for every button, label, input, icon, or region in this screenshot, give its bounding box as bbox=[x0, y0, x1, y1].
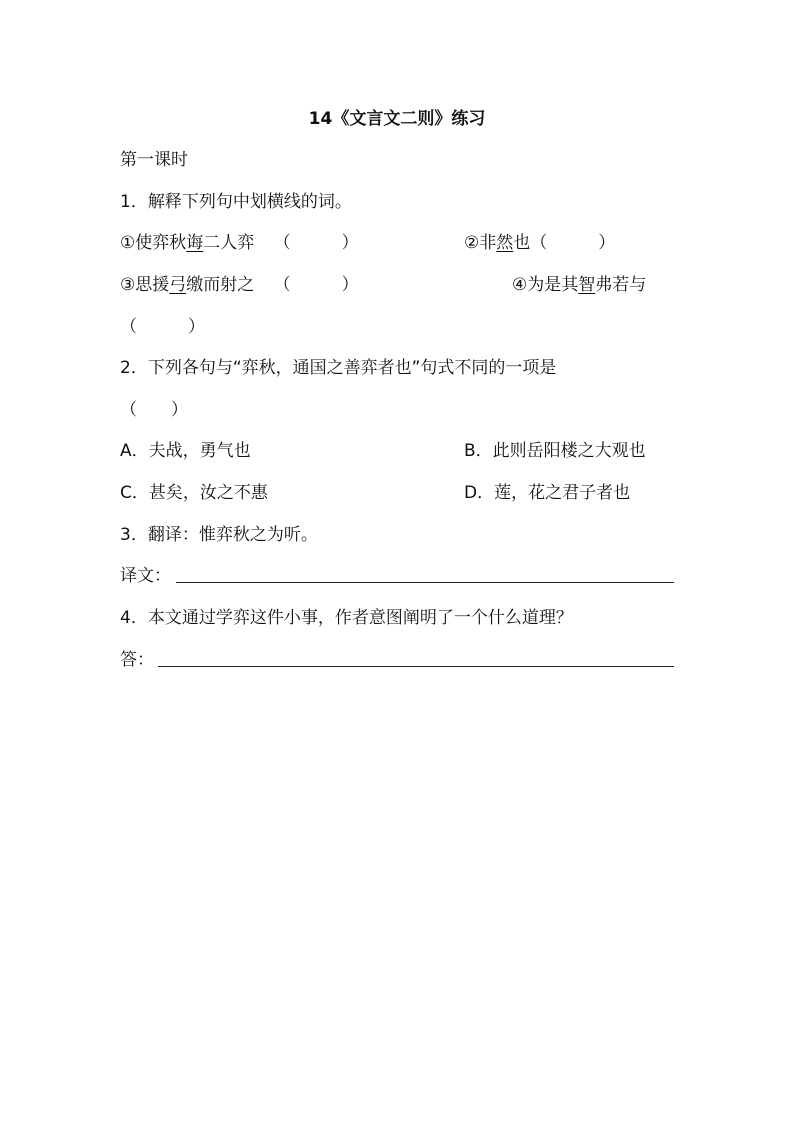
question-1-item-3 bbox=[120, 274, 359, 296]
question-3-prompt: 3．翻译：惟弈秋之为听。 bbox=[120, 525, 318, 545]
underlined-word: 然 bbox=[496, 233, 514, 253]
question-4-prompt: 4．本文通过学弈这件小事，作者意图阐明了一个什么道理？ bbox=[120, 608, 573, 628]
item-text: 二人弈 bbox=[203, 233, 255, 253]
question-1-prompt: 1．解释下列句中划横线的词。 bbox=[120, 192, 352, 212]
option-d[interactable]: D．莲，花之君子者也 bbox=[464, 483, 631, 503]
item-text: 缴而射之 bbox=[186, 275, 255, 295]
question-1-item-1 bbox=[120, 232, 359, 254]
underlined-word: 诲 bbox=[186, 233, 204, 253]
option-a[interactable]: A．夫战，勇气也 bbox=[120, 441, 251, 461]
item-text: 也 bbox=[513, 233, 531, 253]
answer-label: 答： bbox=[120, 650, 154, 670]
answer-line[interactable] bbox=[158, 666, 674, 667]
answer-blank-paren[interactable]: （ ） bbox=[273, 233, 359, 253]
item-text: ①使弈秋 bbox=[120, 233, 187, 253]
underlined-word: 弓 bbox=[169, 275, 187, 295]
item-text: ②非 bbox=[464, 233, 497, 253]
underlined-word: 智 bbox=[578, 275, 596, 295]
answer-blank-paren[interactable]: （ ） bbox=[120, 400, 188, 420]
option-c[interactable]: C．甚矣，汝之不惠 bbox=[120, 483, 268, 503]
question-1-item-4 bbox=[512, 274, 646, 296]
item-text: ③思援 bbox=[120, 275, 170, 295]
item-text: 弗若与 bbox=[595, 275, 647, 295]
answer-blank-paren[interactable]: （ ） bbox=[530, 233, 616, 253]
translation-label: 译文： bbox=[120, 566, 171, 586]
item-text: ④为是其 bbox=[512, 275, 579, 295]
answer-blank-paren[interactable]: （ ） bbox=[120, 317, 205, 337]
question-1-item-2 bbox=[464, 232, 615, 254]
option-b[interactable]: B．此则岳阳楼之大观也 bbox=[464, 441, 646, 461]
answer-blank-paren[interactable]: （ ） bbox=[273, 275, 359, 295]
question-2-prompt: 2．下列各句与“弈秋，通国之善弈者也”句式不同的一项是 bbox=[120, 358, 557, 378]
translation-answer-line[interactable] bbox=[176, 582, 674, 583]
lesson-heading: 第一课时 bbox=[120, 150, 188, 170]
page-title: 14《文言文二则》练习 bbox=[308, 109, 486, 129]
